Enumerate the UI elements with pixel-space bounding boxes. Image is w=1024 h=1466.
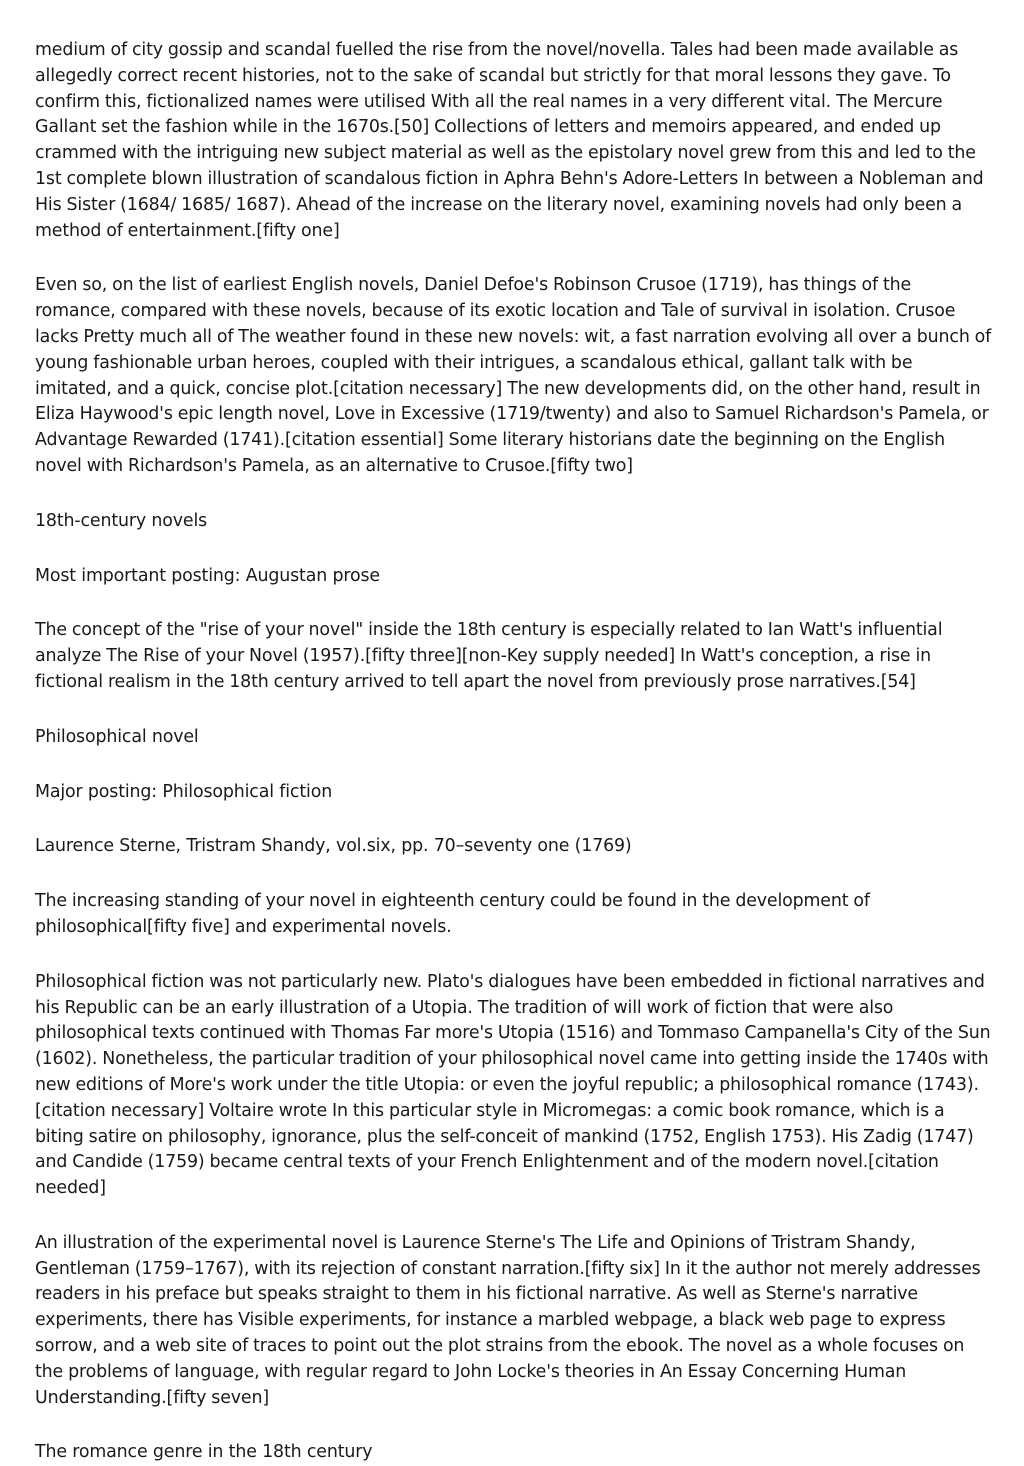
paragraph-increasing-standing: The increasing standing of your novel in eighteenth century could be found in the development of philosophical[fifty five] and experimental novels. [35, 891, 870, 937]
heading-romance-genre: The romance genre in the 18th century [35, 1442, 373, 1463]
paragraph-philosophical-fiction: Philosophical fiction was not particularly new. Plato's dialogues have been embedded in fictional narratives and his Republic can be an early illustration of a Utopia. The tradition of will work of fiction that were also philosophical texts continued with Thomas Far more's Utopia (1516) and Tommaso Campanella's City of the Sun (1602). Nonetheless, the particular tradition of your philosophical novel came into getting inside the 1740s with new editions of More's work under the title Utopia: or even the joyful republic; a philosophical romance (1743).[citation necessary] Voltaire wrote In this particular style in Micromegas: a comic book romance, which is a biting satire on philosophy, ignorance, plus the self-conceit of mankind (1752, English 1753). His Zadig (1747) and Candide (1759) became central texts of your French Enlightenment and of the modern novel.[citation needed] [35, 971, 991, 1199]
heading-18th-century-novels: 18th-century novels [35, 510, 208, 531]
paragraph-scandal-fiction: medium of city gossip and scandal fuelled the rise from the novel/novella. Tales had been made available as allegedly correct recent histories, not to the sake of scandal but strictly for that moral lessons they gave. To confirm this, fictionalized names were utilised With all the real names in a very different vital. The Mercure Gallant set the fashion while in the 1670s.[50] Collections of letters and memoirs appeared, and ended up crammed with the intriguing new subject material as well as the epistolary novel grew from this and led to the 1st complete blown illustration of scandalous fiction in Aphra Behn's Adore-Letters In between a Nobleman and His Sister (1684/ 1685/ 1687). Ahead of the increase on the literary novel, examining novels had only been a method of entertainment.[fifty one] [35, 40, 984, 241]
image-caption-tristram-shandy: Laurence Sterne, Tristram Shandy, vol.six, pp. 70–seventy one (1769) [35, 836, 632, 857]
main-article-augustan-prose: Most important posting: Augustan prose [35, 565, 380, 586]
paragraph-rise-of-novel: The concept of the "rise of your novel" inside the 18th century is especially related to Ian Watt's influential analyze The Rise of your Novel (1957).[fifty three][non-Key supply needed] In Watt's conception, a rise in fictional realism in the 18th century arrived to tell apart the novel from previously prose narratives.[54] [35, 620, 943, 692]
paragraph-experimental-novel: An illustration of the experimental novel is Laurence Sterne's The Life and Opinions of Tristram Shandy, Gentleman (1759–1767), with its rejection of constant narration.[fifty six] In it the author not merely addresses readers in his preface but speaks straight to them in his fictional narrative. As well as Sterne's narrative experiments, there has Visible experiments, for instance a marbled webpage, a black web page to express sorrow, and a web site of traces to point out the plot strains from the ebook. The novel as a whole focuses on the problems of language, with regular regard to John Locke's theories in An Essay Concerning Human Understanding.[fifty seven] [35, 1232, 981, 1408]
paragraph-robinson-crusoe: Even so, on the list of earliest English novels, Daniel Defoe's Robinson Crusoe (1719), has things of the romance, compared with these novels, because of its exotic location and Tale of survival in isolation. Crusoe lacks Pretty much all of The weather found in these new novels: wit, a fast narration evolving all over a bunch of young fashionable urban heroes, coupled with their intrigues, a scandalous ethical, gallant talk with be imitated, and a quick, concise plot.[citation necessary] The new developments did, on the other hand, result in Eliza Haywood's epic length novel, Love in Excessive (1719/twenty) and also to Samuel Richardson's Pamela, or Advantage Rewarded (1741).[citation essential] Some literary historians date the beginning on the English novel with Richardson's Pamela, as an alternative to Crusoe.[fifty two] [35, 275, 992, 476]
main-article-philosophical-fiction: Major posting: Philosophical fiction [35, 781, 333, 802]
heading-philosophical-novel: Philosophical novel [35, 726, 199, 747]
